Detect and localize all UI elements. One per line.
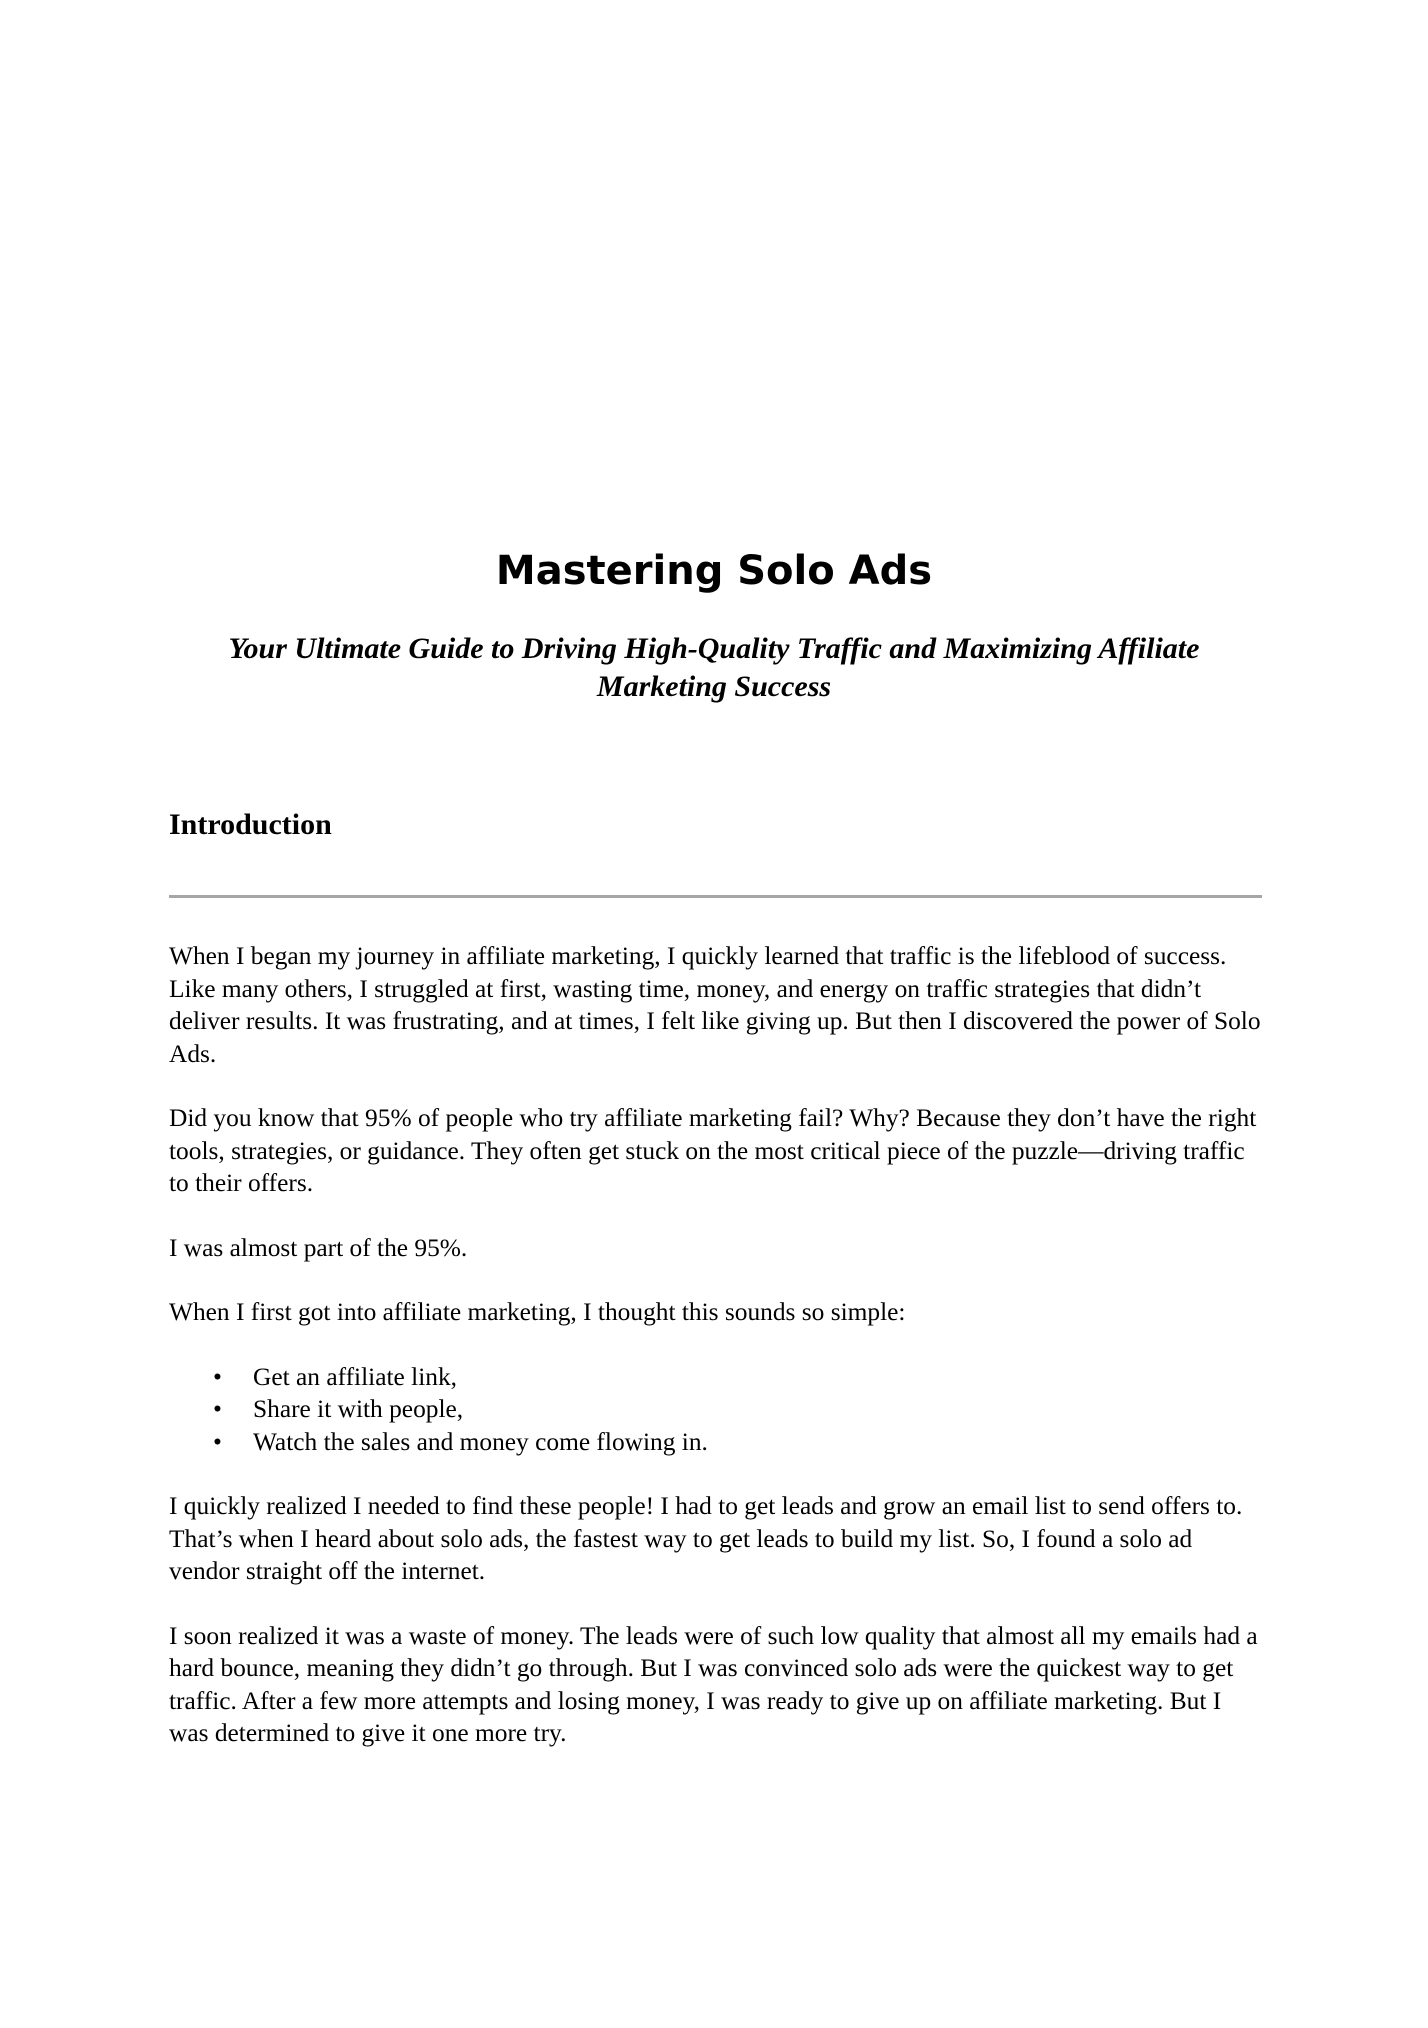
list-item <box>213 1426 1262 1459</box>
bullet-icon: • <box>213 1427 222 1456</box>
document-subtitle: Your Ultimate Guide to Driving High-Quality Traffic and Maximizing Affiliate Marketing Success <box>228 632 1200 703</box>
list-item-text: Watch the sales and money come flowing in. <box>253 1427 708 1456</box>
horizontal-rule <box>169 895 1262 898</box>
list-item <box>213 1361 1262 1394</box>
list-item <box>213 1393 1262 1426</box>
list-item-text: Get an affiliate link, <box>253 1362 457 1391</box>
paragraph: When I first got into affiliate marketing, I thought this sounds so simple: <box>169 1298 906 1326</box>
document-body <box>169 940 1262 1782</box>
paragraph: I quickly realized I needed to find these people! I had to get leads and grow an email list to send offers to. That’s when I heard about solo ads, the fastest way to get leads to build my list. So, I found a solo ad vendor straight off the internet. <box>169 1492 1243 1585</box>
bullet-list <box>169 1361 1262 1459</box>
list-item-text: Share it with people, <box>253 1395 464 1423</box>
paragraph: Did you know that 95% of people who try affiliate marketing fail? Why? Because they don’t have the right tools, strategies, or guidance. They often get stuck on the most critical piece of the puzzle—driving traffic to their offers. <box>169 1104 1257 1197</box>
bullet-icon: • <box>213 1362 222 1391</box>
section-heading-introduction: Introduction <box>169 808 332 841</box>
document-title: Mastering Solo Ads <box>495 548 933 594</box>
bullet-icon: • <box>213 1395 222 1423</box>
paragraph: I was almost part of the 95%. <box>169 1233 468 1262</box>
paragraph: I soon realized it was a waste of money. The leads were of such low quality that almost all my emails had a hard bounce, meaning they didn’t go through. But I was convinced solo ads were the quickest way to get traffic. After a few more attempts and losing money, I was ready to give up on affiliate marketing. But I was determined to give it one more try. <box>169 1621 1258 1747</box>
paragraph: When I began my journey in affiliate marketing, I quickly learned that traffic is the lifeblood of success. Like many others, I struggled at first, wasting time, money, and energy on traffic strategies that didn’t deliver results. It was frustrating, and at times, I felt like giving up. But then I discovered the power of Solo Ads. <box>169 942 1261 1068</box>
